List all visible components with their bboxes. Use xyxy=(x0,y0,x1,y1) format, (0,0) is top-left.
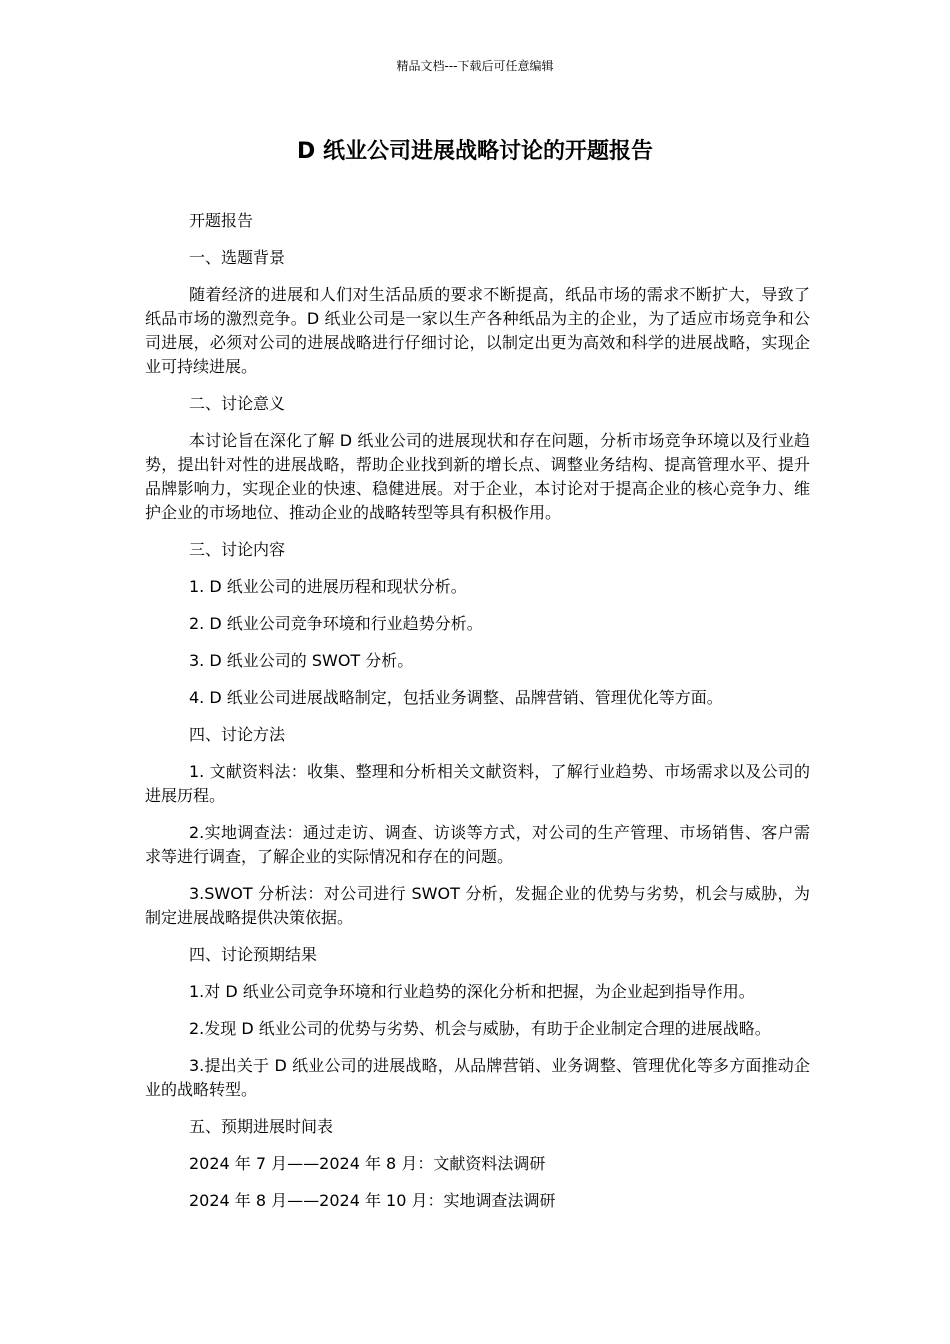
paragraph-background: 随着经济的进展和人们对生活品质的要求不断提高，纸品市场的需求不断扩大，导致了纸品市场的激烈竞争。D 纸业公司是一家以生产各种纸品为主的企业，为了适应市场竞争和公司进展，必须对公司的进展战略进行仔细讨论，以制定出更为高效和科学的进展战略，实现企业可持续进展。 xyxy=(145,285,810,376)
list-item-content-4: 4. D 纸业公司进展战略制定，包括业务调整、品牌营销、管理优化等方面。 xyxy=(189,688,723,707)
report-label: 开题报告 xyxy=(189,211,254,230)
timeline-item-1: 2024 年 7 月——2024 年 8 月：文献资料法调研 xyxy=(189,1154,546,1173)
section-heading-timeline: 五、预期进展时间表 xyxy=(189,1117,334,1136)
list-item-result-1: 1.对 D 纸业公司竞争环境和行业趋势的深化分析和把握，为企业起到指导作用。 xyxy=(189,982,755,1001)
list-item-method-2: 2.实地调查法：通过走访、调查、访谈等方式，对公司的生产管理、市场销售、客户需求等进行调查，了解企业的实际情况和存在的问题。 xyxy=(145,823,810,866)
timeline-item-2: 2024 年 8 月——2024 年 10 月：实地调查法调研 xyxy=(189,1191,556,1210)
list-item-result-3: 3.提出关于 D 纸业公司的进展战略，从品牌营销、业务调整、管理优化等多方面推动企业的战略转型。 xyxy=(145,1056,810,1099)
section-heading-expected-results: 四、讨论预期结果 xyxy=(189,945,318,964)
section-heading-content: 三、讨论内容 xyxy=(189,540,286,559)
list-item-result-2: 2.发现 D 纸业公司的优势与劣势、机会与威胁，有助于企业制定合理的进展战略。 xyxy=(189,1019,771,1038)
list-item-method-1: 1. 文献资料法：收集、整理和分析相关文献资料，了解行业趋势、市场需求以及公司的进展历程。 xyxy=(145,762,810,805)
list-item-method-3: 3.SWOT 分析法：对公司进行 SWOT 分析，发掘企业的优势与劣势，机会与威胁，为制定进展战略提供决策依据。 xyxy=(145,884,810,927)
list-item-content-2: 2. D 纸业公司竞争环境和行业趋势分析。 xyxy=(189,614,483,633)
section-heading-significance: 二、讨论意义 xyxy=(189,394,286,413)
document-title: D 纸业公司进展战略讨论的开题报告 xyxy=(297,139,653,164)
list-item-content-1: 1. D 纸业公司的进展历程和现状分析。 xyxy=(189,577,467,596)
header-note: 精品文档---下载后可任意编辑 xyxy=(396,59,554,73)
list-item-content-3: 3. D 纸业公司的 SWOT 分析。 xyxy=(189,651,414,670)
section-heading-background: 一、选题背景 xyxy=(189,248,286,267)
section-heading-methods: 四、讨论方法 xyxy=(189,725,286,744)
document-body xyxy=(145,209,810,1226)
paragraph-significance: 本讨论旨在深化了解 D 纸业公司的进展现状和存在问题，分析市场竞争环境以及行业趋势，提出针对性的进展战略，帮助企业找到新的增长点、调整业务结构、提高管理水平、提升品牌影响力，实现企业的快速、稳健进展。对于企业，本讨论对于提高企业的核心竞争力、维护企业的市场地位、推动企业的战略转型等具有积极作用。 xyxy=(145,431,810,522)
